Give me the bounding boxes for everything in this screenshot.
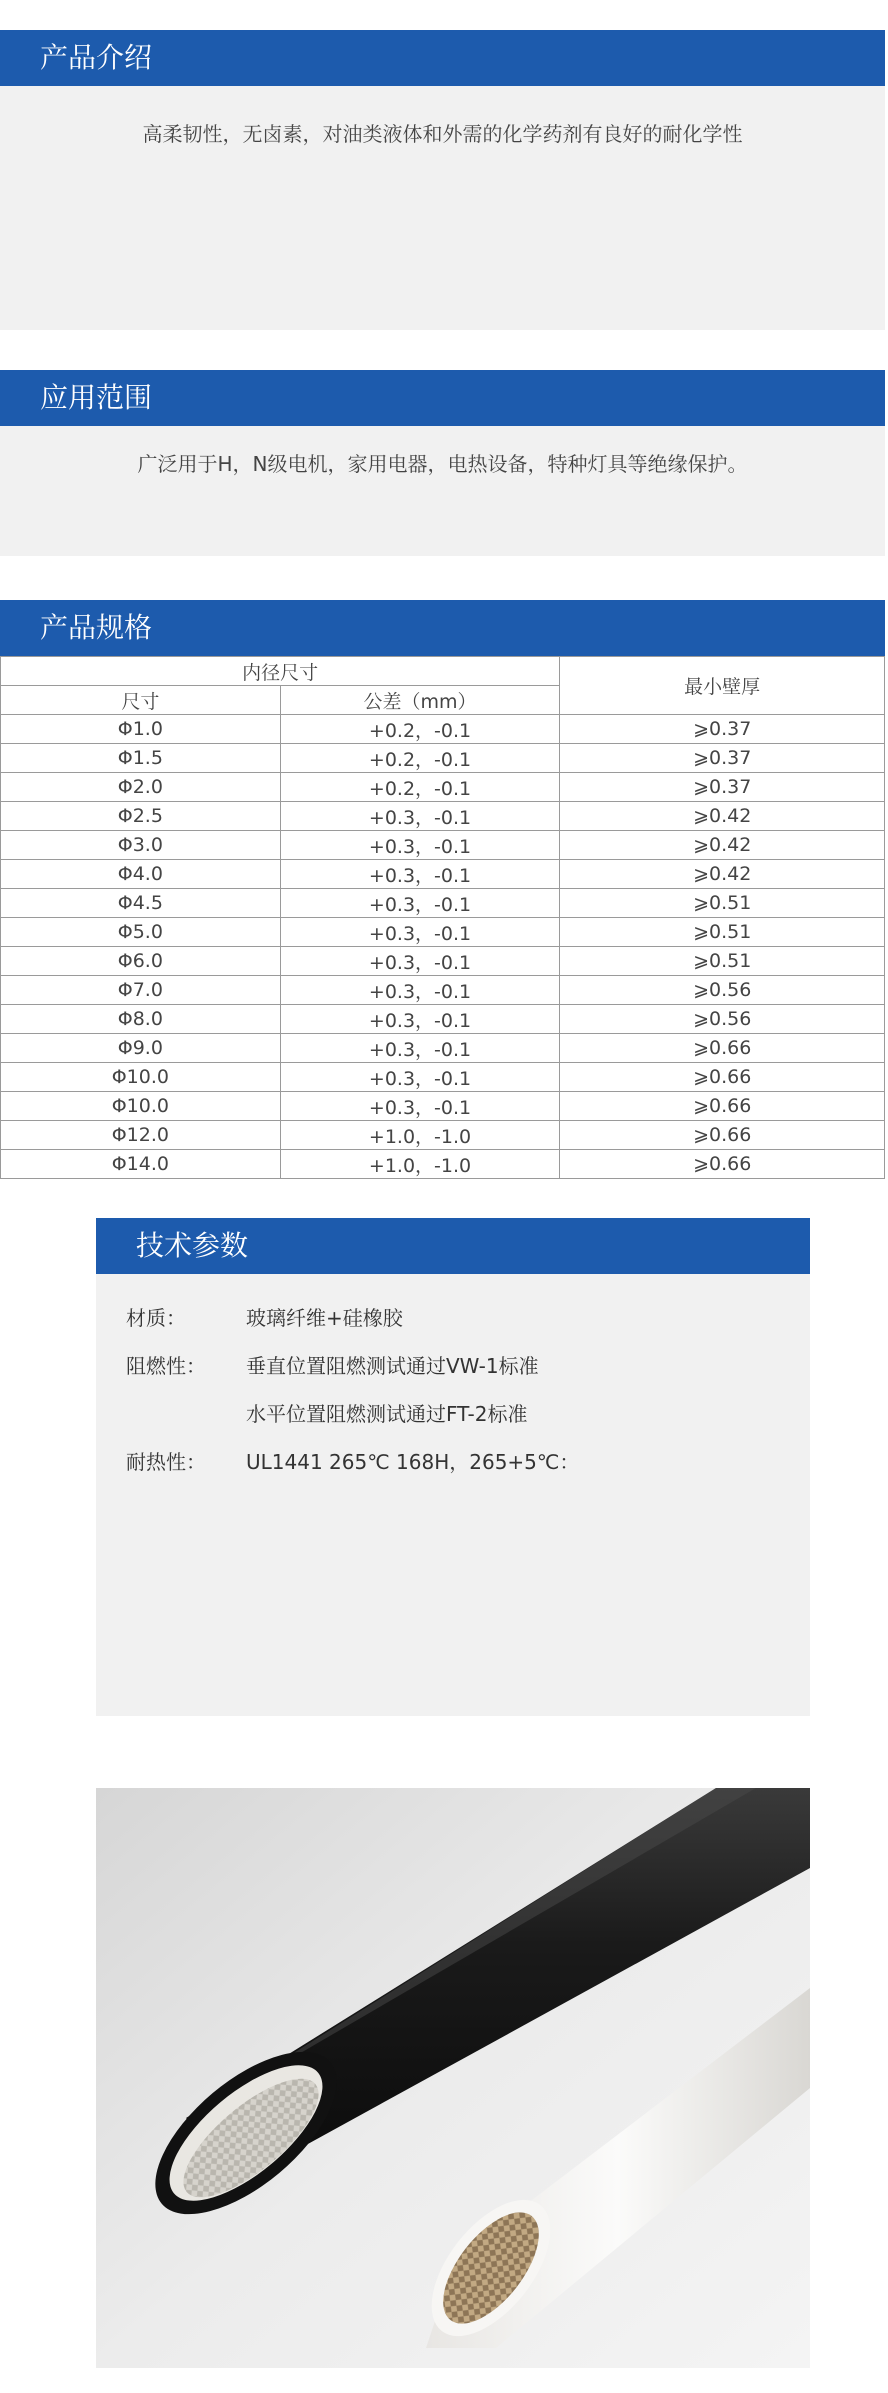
application-panel <box>0 426 885 556</box>
table-row <box>1 773 885 802</box>
spec-cell-tol: +0.3，-0.1 <box>280 889 560 918</box>
spec-cell-wall: ⩾0.51 <box>560 947 885 976</box>
spec-cell-size: Φ1.5 <box>1 744 281 773</box>
spec-cell-tol: +0.3，-0.1 <box>280 947 560 976</box>
spec-cell-wall: ⩾0.66 <box>560 1092 885 1121</box>
table-row <box>1 976 885 1005</box>
spec-cell-size: Φ4.5 <box>1 889 281 918</box>
spec-cell-tol: +0.3，-0.1 <box>280 918 560 947</box>
silicone-sleeving-image <box>96 1788 810 2368</box>
spec-title: 产品规格 <box>0 600 885 656</box>
table-row <box>1 1121 885 1150</box>
table-row <box>1 831 885 860</box>
spec-cell-tol: +0.3，-0.1 <box>280 1034 560 1063</box>
table-row <box>1 860 885 889</box>
spec-cell-wall: ⩾0.37 <box>560 773 885 802</box>
param-label: 材质： <box>126 1306 186 1330</box>
spec-cell-wall: ⩾0.66 <box>560 1063 885 1092</box>
table-row <box>1 1092 885 1121</box>
tech-title: 技术参数 <box>96 1218 810 1274</box>
application-title: 应用范围 <box>0 370 885 426</box>
spec-cell-tol: +0.3，-0.1 <box>280 976 560 1005</box>
spec-cell-tol: +0.2，-0.1 <box>280 744 560 773</box>
intro-title: 产品介绍 <box>0 30 885 86</box>
spec-cell-wall: ⩾0.51 <box>560 918 885 947</box>
spec-table <box>0 656 885 1179</box>
spec-cell-wall: ⩾0.37 <box>560 715 885 744</box>
spec-cell-wall: ⩾0.42 <box>560 860 885 889</box>
spec-cell-size: Φ6.0 <box>1 947 281 976</box>
table-row <box>1 802 885 831</box>
spec-cell-tol: +1.0，-1.0 <box>280 1121 560 1150</box>
spec-cell-tol: +0.2，-0.1 <box>280 715 560 744</box>
spec-cell-size: Φ4.0 <box>1 860 281 889</box>
spec-cell-size: Φ2.0 <box>1 773 281 802</box>
spec-cell-tol: +1.0，-1.0 <box>280 1150 560 1179</box>
table-row <box>1 1005 885 1034</box>
table-row <box>1 744 885 773</box>
spec-cell-size: Φ10.0 <box>1 1092 281 1121</box>
spec-cell-size: Φ9.0 <box>1 1034 281 1063</box>
spec-cell-wall: ⩾0.56 <box>560 976 885 1005</box>
intro-section <box>0 30 885 330</box>
spec-col-tolerance: 公差（mm） <box>280 686 560 715</box>
spec-cell-size: Φ8.0 <box>1 1005 281 1034</box>
intro-text: 高柔韧性，无卤素，对油类液体和外需的化学药剂有良好的耐化学性 <box>142 122 743 146</box>
spec-table-body <box>1 715 885 1179</box>
spec-cell-wall: ⩾0.66 <box>560 1121 885 1150</box>
table-row <box>1 889 885 918</box>
table-row <box>1 1150 885 1179</box>
spec-cell-wall: ⩾0.37 <box>560 744 885 773</box>
param-value: UL1441 265℃ 168H，265+5℃： <box>246 1450 580 1474</box>
spec-cell-size: Φ10.0 <box>1 1063 281 1092</box>
tech-panel <box>96 1274 810 1716</box>
product-photo <box>96 1788 810 2368</box>
spec-cell-size: Φ3.0 <box>1 831 281 860</box>
table-row <box>1 947 885 976</box>
spec-cell-size: Φ7.0 <box>1 976 281 1005</box>
param-row <box>96 1438 810 1486</box>
application-section <box>0 370 885 556</box>
table-row <box>1 918 885 947</box>
spec-cell-tol: +0.3，-0.1 <box>280 802 560 831</box>
tech-section <box>96 1218 810 1716</box>
spec-group-header: 内径尺寸 <box>1 657 560 686</box>
spec-cell-size: Φ2.5 <box>1 802 281 831</box>
spec-col-size: 尺寸 <box>1 686 281 715</box>
param-value: 垂直位置阻燃测试通过VW-1标准 <box>246 1354 539 1378</box>
spec-cell-wall: ⩾0.66 <box>560 1150 885 1179</box>
spec-col-wall: 最小壁厚 <box>560 657 885 715</box>
param-label: 耐热性： <box>126 1450 206 1474</box>
spec-cell-size: Φ12.0 <box>1 1121 281 1150</box>
param-value: 玻璃纤维+硅橡胶 <box>246 1306 403 1330</box>
spec-section <box>0 600 885 656</box>
spec-cell-wall: ⩾0.56 <box>560 1005 885 1034</box>
application-text: 广泛用于H，N级电机，家用电器，电热设备，特种灯具等绝缘保护。 <box>137 452 748 476</box>
intro-panel <box>0 86 885 330</box>
spec-cell-size: Φ5.0 <box>1 918 281 947</box>
table-row <box>1 715 885 744</box>
param-value: 水平位置阻燃测试通过FT-2标准 <box>246 1402 528 1426</box>
spec-cell-tol: +0.3，-0.1 <box>280 1063 560 1092</box>
spec-cell-wall: ⩾0.51 <box>560 889 885 918</box>
spec-cell-wall: ⩾0.66 <box>560 1034 885 1063</box>
spec-cell-tol: +0.3，-0.1 <box>280 831 560 860</box>
table-row <box>1 1063 885 1092</box>
spec-cell-wall: ⩾0.42 <box>560 831 885 860</box>
spec-cell-wall: ⩾0.42 <box>560 802 885 831</box>
param-label <box>96 1390 246 1438</box>
param-row <box>96 1390 810 1438</box>
param-label: 阻燃性： <box>126 1354 206 1378</box>
param-row <box>96 1342 810 1390</box>
spec-cell-tol: +0.2，-0.1 <box>280 773 560 802</box>
spec-cell-size: Φ1.0 <box>1 715 281 744</box>
spec-cell-tol: +0.3，-0.1 <box>280 1092 560 1121</box>
spec-cell-size: Φ14.0 <box>1 1150 281 1179</box>
spec-cell-tol: +0.3，-0.1 <box>280 860 560 889</box>
table-row <box>1 1034 885 1063</box>
param-row <box>96 1294 810 1342</box>
spec-cell-tol: +0.3，-0.1 <box>280 1005 560 1034</box>
